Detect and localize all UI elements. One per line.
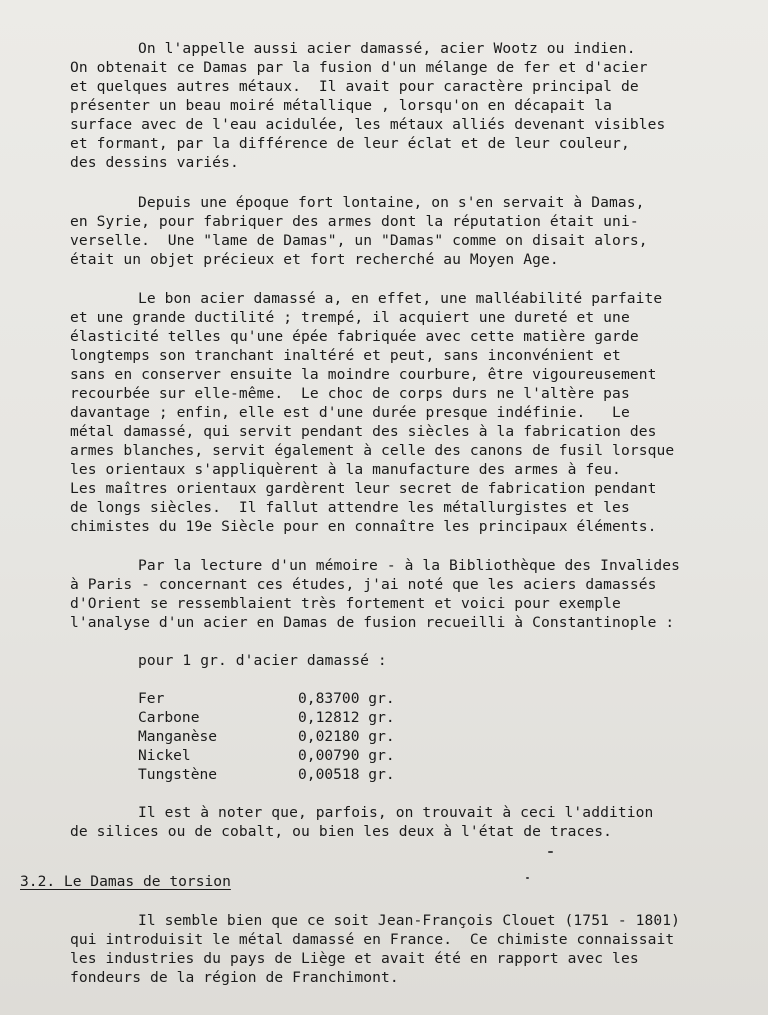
section-line-2: qui introduisit le métal damassé en France. Ce chimiste connaissait	[70, 931, 675, 948]
p4-line-4: l'analyse d'un acier en Damas de fusion recueilli à Constantinople :	[70, 614, 675, 631]
p2-line-1: Depuis une époque fort lontaine, on s'en servait à Damas,	[138, 194, 645, 211]
p3-line-2: et une grande ductilité ; trempé, il acquiert une dureté et une	[70, 309, 630, 326]
p1-line-7: des dessins variés.	[70, 154, 239, 171]
element-name: Manganèse	[138, 728, 218, 745]
p4-line-2: à Paris - concernant ces études, j'ai noté que les aciers damassés	[70, 576, 657, 593]
p1-line-5: surface avec de l'eau acidulée, les métaux alliés devenant visibles	[70, 116, 666, 133]
p2-line-4: était un objet précieux et fort recherché au Moyen Age.	[70, 251, 559, 268]
element-amount: 0,00518 gr.	[298, 766, 395, 783]
element-name: Carbone	[138, 709, 200, 726]
section-line-4: fondeurs de la région de Franchimont.	[70, 969, 399, 986]
section-line-1: Il semble bien que ce soit Jean-François Clouet (1751 - 1801)	[138, 912, 681, 929]
p3-line-12: de longs siècles. Il fallut attendre les métallurgistes et les	[70, 499, 630, 516]
p4-line-3: d'Orient se ressemblaient très fortement et voici pour exemple	[70, 595, 621, 612]
p2-line-2: en Syrie, pour fabriquer des armes dont la réputation était uni-	[70, 213, 639, 230]
p3-line-11: Les maîtres orientaux gardèrent leur secret de fabrication pendant	[70, 480, 657, 497]
element-name: Tungstène	[138, 766, 218, 783]
p3-line-8: métal damassé, qui servit pendant des siècles à la fabrication des	[70, 423, 657, 440]
composition-intro: pour 1 gr. d'acier damassé :	[138, 652, 387, 669]
p1-line-6: et formant, par la différence de leur éclat et de leur couleur,	[70, 135, 630, 152]
element-amount: 0,00790 gr.	[298, 747, 395, 764]
p1-line-3: et quelques autres métaux. Il avait pour caractère principal de	[70, 78, 639, 95]
element-name: Nickel	[138, 747, 191, 764]
p2-line-3: verselle. Une "lame de Damas", un "Damas" comme on disait alors,	[70, 232, 648, 249]
p3-line-4: longtemps son tranchant inaltéré et peut, sans inconvénient et	[70, 347, 621, 364]
note-line-2: de silices ou de cobalt, ou bien les deux à l'état de traces.	[70, 823, 613, 840]
section-line-3: les industries du pays de Liège et avait été en rapport avec les	[70, 950, 639, 967]
p3-line-3: élasticité telles qu'une épée fabriquée avec cette matière garde	[70, 328, 639, 345]
element-amount: 0,02180 gr.	[298, 728, 395, 745]
p3-line-10: les orientaux s'appliquèrent à la manufacture des armes à feu.	[70, 461, 621, 478]
scan-speck	[548, 851, 553, 853]
element-amount: 0,83700 gr.	[298, 690, 395, 707]
p1-line-1: On l'appelle aussi acier damassé, acier Wootz ou indien.	[138, 40, 636, 57]
scan-speck	[526, 877, 529, 879]
p3-line-1: Le bon acier damassé a, en effet, une malléabilité parfaite	[138, 290, 663, 307]
element-amount: 0,12812 gr.	[298, 709, 395, 726]
element-name: Fer	[138, 690, 165, 707]
section-heading: 3.2. Le Damas de torsion	[20, 873, 231, 890]
p3-line-5: sans en conserver ensuite la moindre courbure, être vigoureusement	[70, 366, 657, 383]
p1-line-4: présenter un beau moiré métallique , lorsqu'on en décapait la	[70, 97, 613, 114]
note-line-1: Il est à noter que, parfois, on trouvait à ceci l'addition	[138, 804, 654, 821]
p3-line-9: armes blanches, servit également à celle des canons de fusil lorsque	[70, 442, 675, 459]
p3-line-7: davantage ; enfin, elle est d'une durée presque indéfinie. Le	[70, 404, 630, 421]
p3-line-6: recourbée sur elle-même. Le choc de corps durs ne l'altère pas	[70, 385, 630, 402]
p4-line-1: Par la lecture d'un mémoire - à la Bibliothèque des Invalides	[138, 557, 681, 574]
p3-line-13: chimistes du 19e Siècle pour en connaître les principaux éléments.	[70, 518, 657, 535]
p1-line-2: On obtenait ce Damas par la fusion d'un mélange de fer et d'acier	[70, 59, 648, 76]
